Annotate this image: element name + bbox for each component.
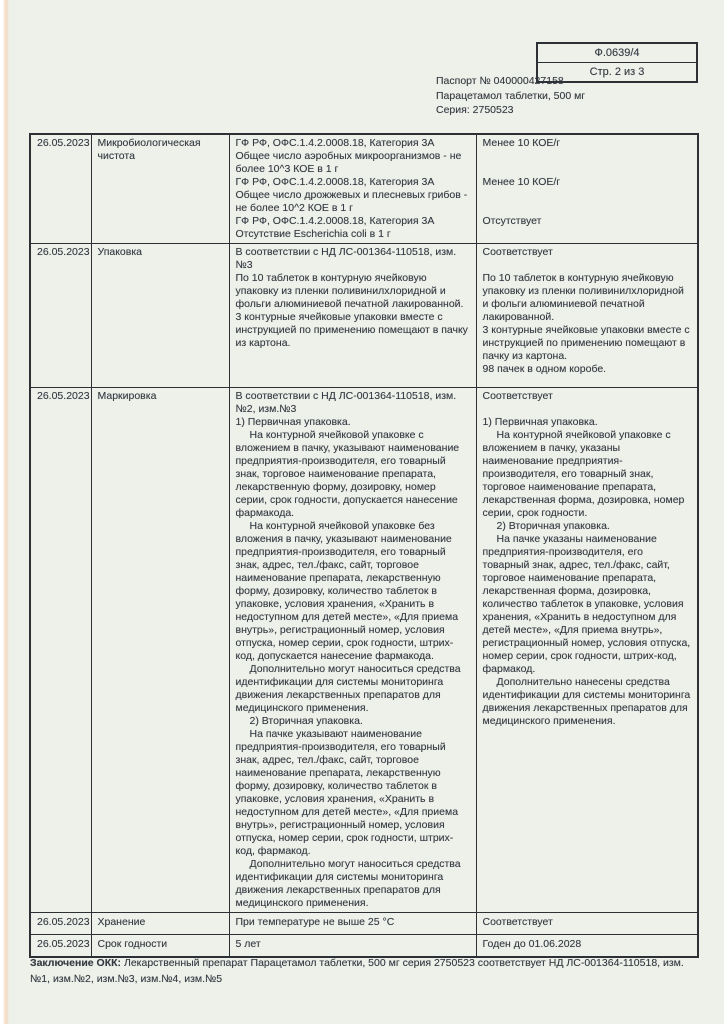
page-indicator: Стр. 2 из 3 [538,62,696,81]
cell-result [476,244,698,388]
cell-paragraph: ГФ РФ, ОФС.1.4.2.0008.18, Категория 3А [235,215,435,227]
cell-paragraph [483,189,692,202]
cell-requirement [229,388,476,913]
cell-paragraph: Срок годности [97,938,168,950]
cell-paragraph: 3 контурные ячейковые упаковки вместе с инструкцией по применению помещают в пачку из картона. [235,311,468,349]
cell-paragraph: 2) Вторичная упаковка. [496,520,610,532]
cell-paragraph: ГФ РФ, ОФС.1.4.2.0008.18, Категория 3А [235,137,435,149]
cell-parameter [91,935,229,958]
cell-requirement [229,244,476,388]
cell-requirement [229,134,476,244]
cell-paragraph: В соответствии с НД ЛС-001364-110518, изм.№3 [235,246,457,271]
cell-paragraph: 26.05.2023 [37,938,90,950]
cell-paragraph [483,403,692,416]
table-row [30,913,698,935]
passport-info-block [436,75,696,119]
cell-paragraph: Общее число дрожжевых и плесневых грибов - не более 10^2 КОЕ в 1 г [235,189,468,214]
cell-paragraph: В соответствии с НД ЛС-001364-110518, изм.№2, изм.№3 [235,390,457,415]
cell-paragraph: Отсутствие Escherichia coli в 1 г [235,228,391,240]
cell-paragraph: 26.05.2023 [37,137,90,149]
cell-paragraph: По 10 таблеток в контурную ячейковую упаковку из пленки поливинилхлоридной и фольги алюминиевой печатной лакированной. [482,272,684,323]
cell-paragraph: На контурной ячейковой упаковке с вложением в пачку, указаны наименование предприятия-производителя, его товарный знак, торговое наименование препарата, лекарственная форма, дозировка, номер серии, срок годности. [482,429,685,519]
cell-date [30,134,91,244]
cell-paragraph: Хранение [97,916,146,928]
cell-paragraph: Соответствует [482,916,553,928]
cell-paragraph: Отсутствует [482,215,542,227]
cell-paragraph: По 10 таблеток в контурную ячейковую упаковку из пленки поливинилхлоридной и фольги алюминиевой печатной лакированной. [235,272,464,310]
conclusion-text: Лекарственный препарат Парацетамол таблетки, 500 мг серия 2750523 соответствует НД ЛС-001364-110518, изм.№1, изм.№2, изм.№3, изм.№4, изм.№5 [30,957,684,985]
cell-paragraph: 26.05.2023 [37,246,90,258]
cell-result [476,935,698,958]
table-row [30,134,698,244]
cell-requirement [229,935,476,958]
cell-parameter [91,913,229,935]
scan-edge-artifact [0,0,9,1024]
cell-paragraph: На контурной ячейковой упаковке без вложения в пачку, указывают наименование предприятия-производителя, его товарный знак, адрес, тел./факс, сайт, торговое наименование препарата, лекарственную форму, дозировку, количество таблеток в упаковке, условия хранения, «Хранить в недоступном для детей месте», «Для приема внутрь», регистрационный номер, условия отпуска, номер серии, срок годности, штрих-код, допускается нанесение фармакода. [235,520,459,662]
cell-paragraph [483,150,692,163]
cell-paragraph: 26.05.2023 [37,916,90,928]
cell-requirement [229,913,476,935]
cell-paragraph: Дополнительно могут наноситься средства идентификации для системы мониторинга движения лекарственных препаратов для медицинского применения. [235,858,461,909]
quality-results-table [29,133,699,958]
conclusion-label: Заключение ОКК: [30,957,122,969]
cell-paragraph: На контурной ячейковой упаковке с вложением в пачку, указывают наименование предприятия-производителя, его товарный знак, торговое наименование препарата, лекарственную форму, дозировку, номер серии, срок годности, допускается нанесение фармакода. [235,429,460,519]
cell-paragraph: 2) Вторичная упаковка. [249,715,363,727]
cell-paragraph: 1) Первичная упаковка. [482,416,598,428]
cell-paragraph: Дополнительно могут наноситься средства идентификации для системы мониторинга движения лекарственных препаратов для медицинского применения. [235,663,461,714]
cell-paragraph [483,163,692,176]
cell-paragraph: На пачке указаны наименование предприятия-производителя, его товарный знак, адрес, тел./факс, сайт, торговое наименование препарата, лекарственная форма, дозировка, количество таблеток в упаковке, условия хранения, «Хранить в недоступном для детей месте», «Для приема внутрь», регистрационный номер, условия отпуска, номер серии, срок годности, штрих-код, фармакод. [482,533,691,675]
form-code: Ф.0639/4 [594,47,640,59]
cell-date [30,388,91,913]
passport-number: Паспорт № 040000427158 [436,75,564,87]
results-table-body [30,134,698,957]
cell-result [476,913,698,935]
cell-paragraph: 1) Первичная упаковка. [235,416,351,428]
cell-paragraph: 98 пачек в одном коробе. [482,363,607,375]
cell-paragraph: ГФ РФ, ОФС.1.4.2.0008.18, Категория 3А [235,176,435,188]
cell-paragraph: Маркировка [97,390,157,402]
cell-paragraph: Менее 10 КОЕ/г [482,176,561,188]
table-row [30,935,698,958]
product-name: Парацетамол таблетки, 500 мг [436,89,586,102]
cell-paragraph: На пачке указывают наименование предприятия-производителя, его товарный знак, адрес, тел./факс, сайт, торговое наименование препарата, лекарственную форму, дозировку, количество таблеток в упаковке, условия хранения, «Хранить в недоступном для детей месте», «Для приема внутрь», регистрационный номер, условия отпуска, номер серии, срок годности, штрих-код, фармакод. [235,728,459,857]
cell-paragraph: 5 лет [235,938,261,950]
table-row [30,388,698,913]
cell-date [30,913,91,935]
series-number: Серия: 2750523 [436,104,514,116]
cell-paragraph: Микробиологическая чистота [97,137,201,162]
cell-parameter [91,134,229,244]
cell-paragraph: Годен до 01.06.2028 [482,938,582,950]
cell-paragraph [483,202,692,215]
cell-paragraph: Менее 10 КОЕ/г [482,137,561,149]
okk-conclusion [30,955,692,987]
cell-parameter [91,388,229,913]
cell-paragraph: Соответствует [482,390,553,402]
cell-paragraph [483,259,692,272]
cell-paragraph: 3 контурные ячейковые упаковки вместе с инструкцией по применению помещают в пачку из картона. [482,324,690,362]
cell-parameter [91,244,229,388]
cell-paragraph: Общее число аэробных микроорганизмов - не более 10^3 КОЕ в 1 г [235,150,462,175]
cell-paragraph: Соответствует [482,246,553,258]
cell-date [30,244,91,388]
cell-paragraph: Упаковка [97,246,143,258]
cell-paragraph: Дополнительно нанесены средства идентификации для системы мониторинга движения лекарственных препаратов для медицинского применения. [482,676,691,727]
cell-paragraph: При температуре не выше 25 °С [235,916,395,928]
cell-result [476,388,698,913]
cell-date [30,935,91,958]
cell-paragraph: 26.05.2023 [37,390,90,402]
table-row [30,244,698,388]
cell-result [476,134,698,244]
